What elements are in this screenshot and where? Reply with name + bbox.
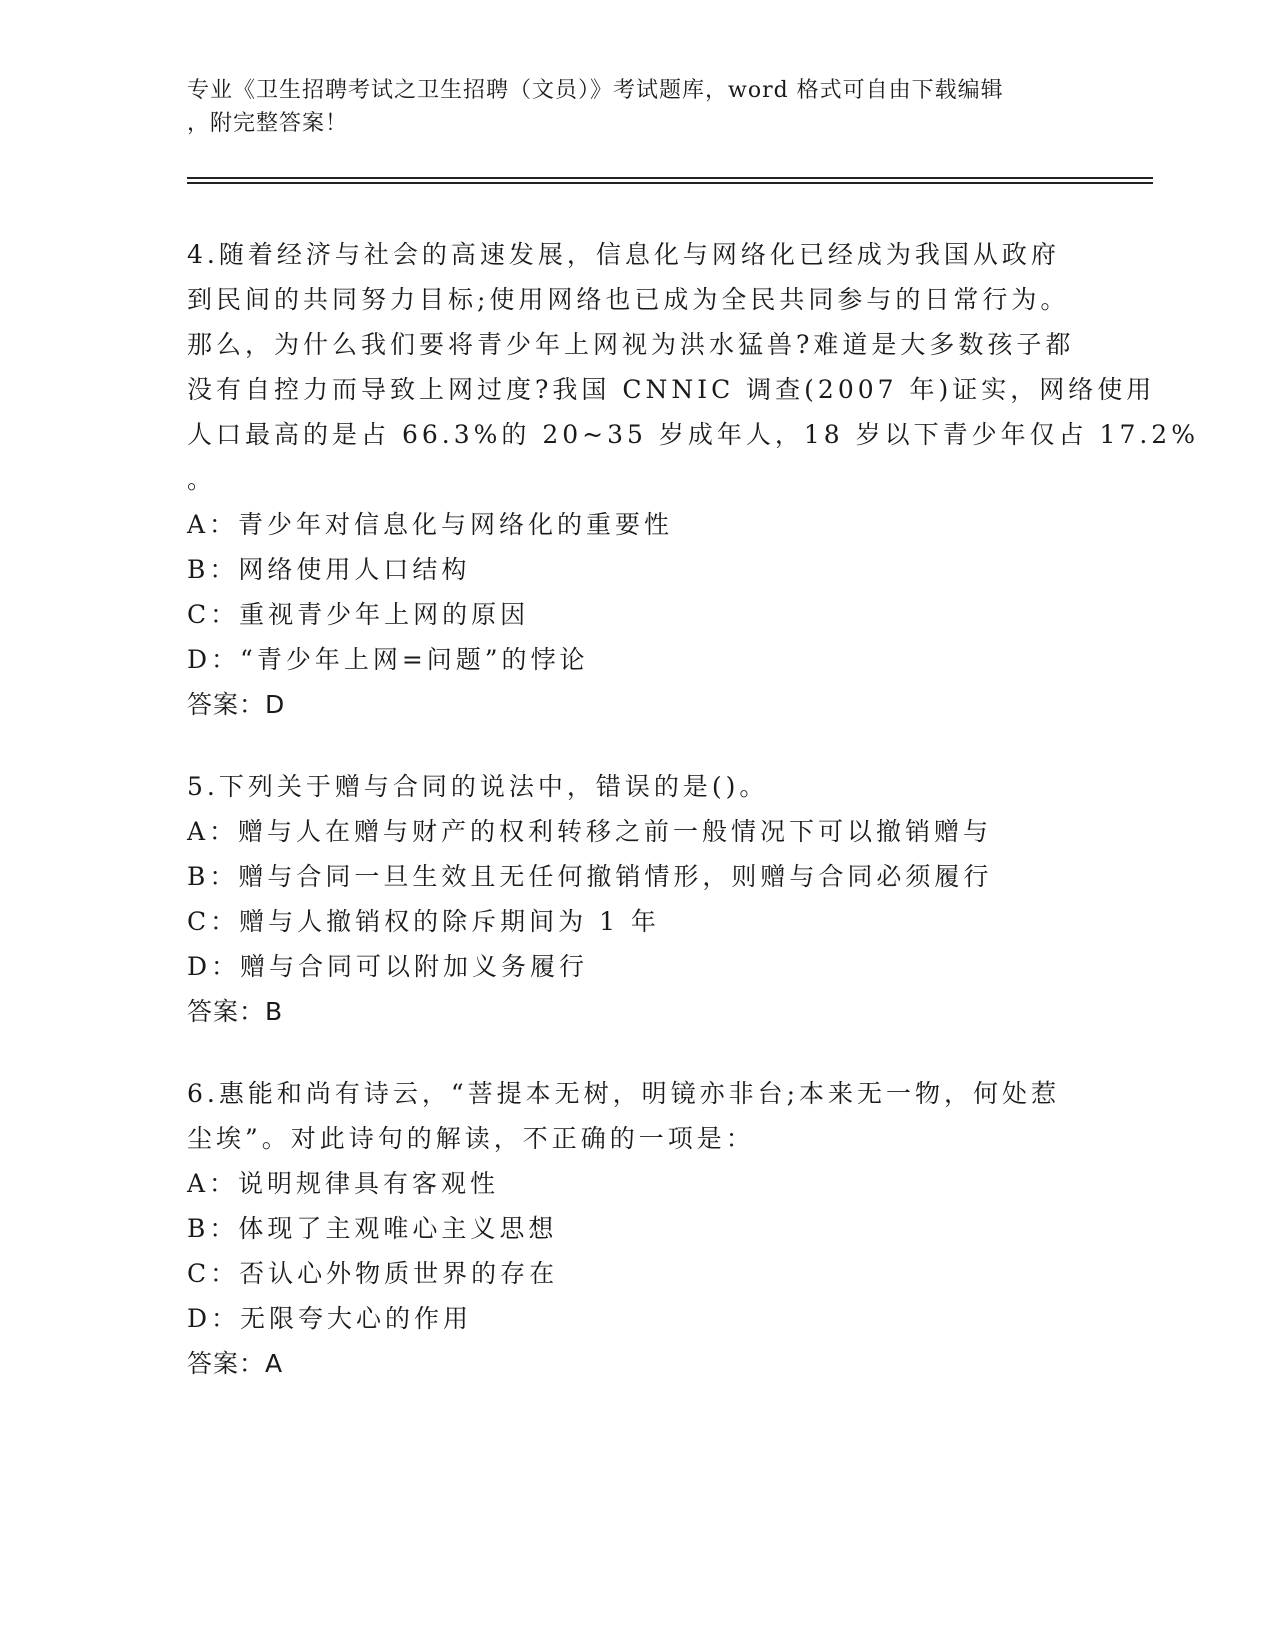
answer-label: 答案：D [187,690,286,719]
option-c: C：赠与人撤销权的除斥期间为 1 年 [187,907,660,936]
header-line-1: 专业《卫生招聘考试之卫生招聘（文员）》考试题库，word 格式可自由下载编辑 [187,78,1004,103]
option-c: C：否认心外物质世界的存在 [187,1259,559,1288]
stem-line: 尘埃”。对此诗句的解读，不正确的一项是： [187,1124,755,1153]
question-stem [187,764,1087,809]
question-4 [187,232,1199,727]
stem-line: 6.惠能和尚有诗云，“菩提本无树，明镜亦非台;本来无一物，何处惹 [187,1079,1061,1108]
answer-label: 答案：B [187,997,284,1026]
option-d: D：无限夸大心的作用 [187,1304,473,1333]
option-c: C：重视青少年上网的原因 [187,600,530,629]
question-stem [187,232,1199,502]
question-6 [187,1071,1087,1386]
option-a: A：青少年对信息化与网络化的重要性 [187,510,674,539]
option-a: A：说明规律具有客观性 [187,1169,500,1198]
stem-line: 人口最高的是占 66.3%的 20~35 岁成年人，18 岁以下青少年仅占 17.2% [187,420,1199,449]
option-b: B：网络使用人口结构 [187,555,471,584]
stem-line: 。 [187,465,217,494]
document-header [187,74,1067,140]
question-stem [187,1071,1087,1161]
stem-line: 5.下列关于赠与合同的说法中，错误的是()。 [187,772,769,801]
header-divider [187,177,1153,187]
stem-line: 到民间的共同努力目标;使用网络也已成为全民共同参与的日常行为。 [187,285,1070,314]
answer-label: 答案：A [187,1349,284,1378]
divider-line-bottom [187,182,1153,184]
option-b: B：赠与合同一旦生效且无任何撤销情形，则赠与合同必须履行 [187,862,993,891]
question-list [187,232,1199,1423]
stem-line: 4.随着经济与社会的高速发展，信息化与网络化已经成为我国从政府 [187,240,1060,269]
option-d: D：赠与合同可以附加义务履行 [187,952,589,981]
stem-line: 没有自控力而导致上网过度?我国 CNNIC 调查(2007 年)证实，网络使用 [187,375,1156,404]
option-d: D：“青少年上网=问题”的悖论 [187,645,589,674]
option-a: A：赠与人在赠与财产的权利转移之前一般情况下可以撤销赠与 [187,817,993,846]
stem-line: 那么，为什么我们要将青少年上网视为洪水猛兽?难道是大多数孩子都 [187,330,1075,359]
option-b: B：体现了主观唯心主义思想 [187,1214,558,1243]
question-5 [187,764,1087,1034]
header-line-2: ，附完整答案！ [187,111,349,136]
divider-line-top [187,177,1153,179]
